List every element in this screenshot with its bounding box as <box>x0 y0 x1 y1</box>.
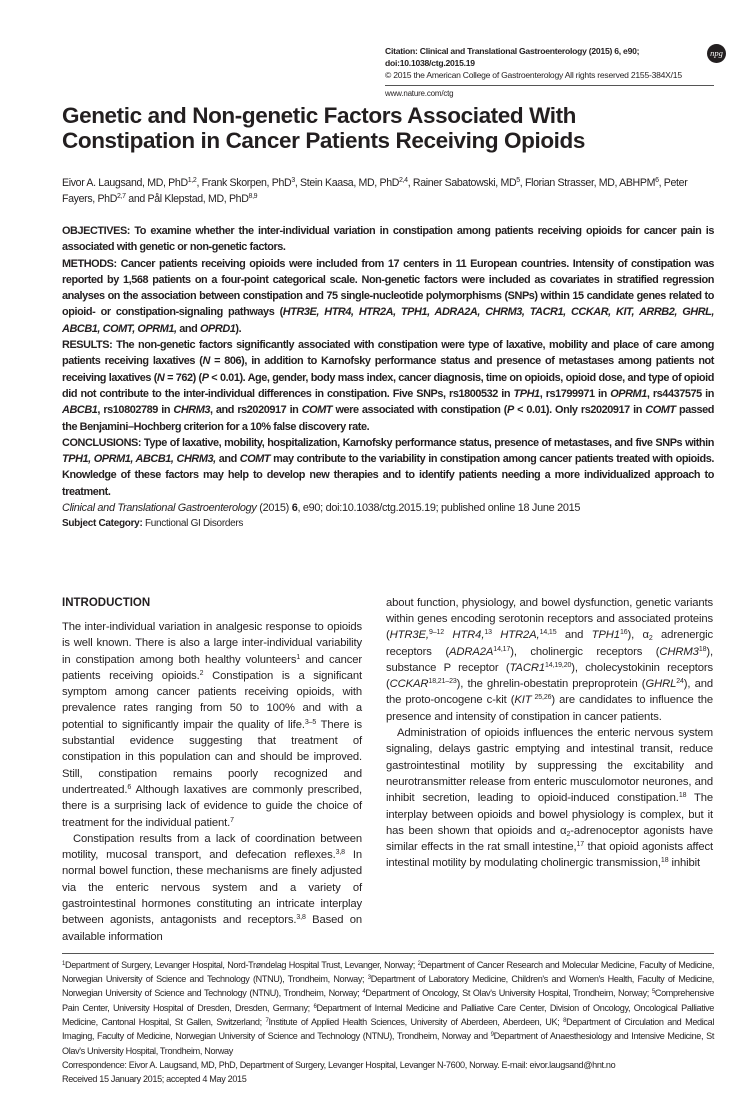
text-run: 6 <box>291 502 298 515</box>
italic-text: HTR2A, <box>500 629 540 642</box>
italic-text: TPH1, OPRM1, ABCB1, CHRM3, <box>62 453 216 466</box>
text-run: were associated with constipation ( <box>332 404 507 417</box>
right-column <box>386 595 713 872</box>
text-run: = 806), in addition to Karnofsky performance status and presence of metastases among patients not receiving laxatives ( <box>62 355 714 384</box>
text-run: ), and the proto-oncogene c-kit ( <box>386 678 713 707</box>
text-run: < 0.01). Age, gender, body mass index, cancer diagnosis, time on opioids, opioid dose, and type of opioid did not contribute to the inter-individual differences in constipation. Five SNPs, rs1800532 in <box>62 371 714 400</box>
text-run: Department of Cancer Research and Molecular Medicine, Faculty of Medicine, Norwegian University of Science and Technology (NTNU), Trondheim, Norway; <box>62 959 714 985</box>
left-column <box>62 595 362 945</box>
journal-url[interactable]: www.nature.com/ctg <box>385 89 454 98</box>
text-run: METHODS: Cancer patients receiving opioids were included from 17 centers in 11 European countries. Intensity of constipation was reported by 1,568 patients on a four-point categorical scale. Non-genetic factors were included as covariates in stratified regression analyses on the association between constipation and 75 single-nucleotide polymorphisms (SNPs) within 15 candidate genes related to opioid- or constipation-signaling pathways ( <box>62 257 714 319</box>
reference-superscript: 18 <box>698 645 707 653</box>
italic-text: OPRM1 <box>610 387 647 400</box>
reference-superscript: 2,4 <box>399 177 408 184</box>
text-run: about function, physiology, and bowel dysfunction, genetic variants within genes encoding serotonin receptors and associated proteins ( <box>386 596 713 642</box>
text-run: = 762) ( <box>164 371 202 384</box>
reference-superscript: 24 <box>676 678 684 686</box>
reference-superscript: 8,9 <box>248 193 258 200</box>
text-run: , and rs2020917 in <box>210 404 302 417</box>
italic-text: OPRD1 <box>199 322 236 335</box>
subject-value[interactable]: Functional GI Disorders <box>142 518 244 530</box>
abstract-sections <box>62 223 714 500</box>
reference-superscript: 1 <box>296 653 301 661</box>
text-run: Eivor A. Laugsand, MD, PhD <box>62 177 188 189</box>
text-run: Institute of Applied Health Sciences, University of Aberdeen, Aberdeen, UK; <box>268 1017 564 1028</box>
footnotes <box>62 953 714 1087</box>
text-run: Department of Oncology, St Olav's University Hospital, Trondheim, Norway; <box>365 988 652 999</box>
italic-text: ADRA2A <box>449 645 494 658</box>
reference-superscript: 3–5 <box>304 718 317 726</box>
reference-superscript: 14,19,20 <box>544 661 572 669</box>
italic-text: GHRL <box>645 678 677 691</box>
text-run: Based on available information <box>62 914 362 943</box>
paragraph <box>62 435 714 500</box>
text-run: ), the ghrelin-obestatin preproprotein ( <box>456 678 646 691</box>
text-run: OBJECTIVES: To examine whether the inter-individual variation in constipation among patients receiving opioids for cancer pain is associated with genetic or non-genetic factors. <box>62 225 714 254</box>
text-run: and Pål Klepstad, MD, PhD <box>125 193 249 205</box>
text-run: 2 <box>566 830 571 838</box>
logo-text: npg <box>710 48 723 58</box>
reference-superscript: 2,7 <box>117 193 126 200</box>
reference-superscript: 3,8 <box>296 914 306 922</box>
reference-superscript: 14,15 <box>539 629 557 637</box>
citation-line: Citation: Clinical and Translational Gastroenterology (2015) 6, e90; doi:10.1038/ctg.2015.19 <box>385 46 640 68</box>
text-run: Constipation is a significant symptom among cancer patients receiving opioids, with prevalence rates ranging from 50 to 100% and with a potential to significantly impair the quality of life. <box>62 669 362 731</box>
reference-superscript: 18 <box>660 857 669 865</box>
text-run: < 0.01). Only rs2020917 in <box>513 404 646 417</box>
italic-text: CCKAR <box>389 678 429 691</box>
italic-text: HTR4, <box>452 629 485 642</box>
text-run: , e90; doi:10.1038/ctg.2015.19; published online 18 June 2015 <box>297 502 581 515</box>
text-run: that opioid agonists affect intestinal motility by modulating cholinergic transmission, <box>386 841 713 870</box>
text-run: may contribute to the variability in constipation among cancer patients treated with opioids. Knowledge of these factors may help to develop new therapies and to identify patients needing a more individualized approach to treatment. <box>62 453 714 498</box>
italic-text: COMT <box>239 453 271 466</box>
text-run: Although laxatives are commonly prescribed, there is a surprising lack of evidence to guide the choice of treatment for the individual patient. <box>62 783 362 829</box>
text-run: Department of Internal Medicine and Palliative Care Center, Division of Oncology, Oncological Palliative Medicine, Cantonal Hospital, St Gallen, Switzerland; <box>62 1002 714 1028</box>
text-run: Correspondence: Eivor A. Laugsand, MD, PhD, Department of Surgery, Levanger Hospital, Levanger N-7600, Norway. E-mail: eivor.laugsand@hnt.no <box>62 1059 616 1070</box>
reference-superscript: 8 <box>563 1018 567 1025</box>
paragraph <box>386 725 713 872</box>
text-run: inhibit <box>668 857 701 870</box>
italic-text: COMT <box>645 404 676 417</box>
italic-text: CHRM3 <box>173 404 210 417</box>
text-run: Comprehensive Pain Center, University Hospital of Dresden, Dresden, Germany; <box>62 988 714 1013</box>
text-run: RESULTS: The non-genetic factors significantly associated with constipation were type of laxative, mobility and place of care among patients receiving laxatives ( <box>62 339 714 368</box>
reference-superscript: 2 <box>199 669 204 677</box>
text-run: ) are candidates to influence the presence and intensity of constipation in cancer patients. <box>386 694 713 723</box>
text-run: , Peter Fayers, PhD <box>62 177 688 205</box>
text-run: , Florian Strasser, MD, ABHPM <box>519 177 656 189</box>
reference-superscript: 17 <box>576 841 585 849</box>
text-run: CONCLUSIONS: Type of laxative, mobility, hospitalization, Karnofsky performance status, presence of metastases, and five SNPs within <box>62 436 714 449</box>
npg-logo <box>707 44 726 63</box>
text-run: and cancer patients receiving opioids. <box>62 653 362 682</box>
reference-superscript: 13 <box>484 629 492 637</box>
text-run: In normal bowel function, these mechanisms are finely adjusted via the enteric nervous system and a variety of gastrointestinal hormones constituting an intricate interplay between agonists, antagonists and receptors. <box>62 849 362 927</box>
reference-superscript: 2 <box>417 960 421 967</box>
reference-superscript: 7 <box>265 1018 269 1025</box>
text-run: Administration of opioids influences the enteric nervous system signaling, delays gastric emptying and intestinal transit, reduce gastrointestinal motility by suppressing the excitability and neurotransmitter release from enteric musculomotor neurones, and inhibit secretion, leading to opioid-induced constipation. <box>386 727 713 805</box>
reference-superscript: 18 <box>678 792 687 800</box>
text-run: There is substantial evidence suggesting that treatment of constipation in this population can and should be improved. Still, constipation remains poorly recognized and undertreated. <box>62 718 362 796</box>
text-run: passed the Benjamini–Hochberg criterion for a 10% false discovery rate. <box>62 404 714 433</box>
italic-text: P <box>506 404 514 417</box>
section-heading-introduction: INTRODUCTION <box>62 596 151 609</box>
text-run: and <box>176 322 200 335</box>
text-run: Constipation results from a lack of coordination between motility, mucosal transport, and defecation reflexes. <box>62 832 362 862</box>
citation-header <box>385 45 723 86</box>
reference-superscript: 3 <box>367 975 371 982</box>
paragraph <box>62 256 714 337</box>
text-run: , Rainer Sabatowski, MD <box>407 177 517 189</box>
reference-superscript: 14,17 <box>493 645 511 653</box>
text-run: -adrenoceptor agonists have similar effects in the rat small intestine, <box>386 824 713 854</box>
subject-label: Subject Category: <box>62 518 143 530</box>
reference-superscript: 7 <box>230 816 234 824</box>
text-run: adrenergic receptors ( <box>386 629 714 658</box>
reference-superscript: 9–12 <box>428 629 445 637</box>
italic-text: CHRM3 <box>659 645 699 658</box>
text-run: The inter-individual variation in analgesic response to opioids is well known. There is also a large inter-individual variability in constipation among both healthy volunteers <box>62 620 362 666</box>
text-run: ), cholinergic receptors ( <box>510 645 660 658</box>
italic-text: HTR3E, <box>389 629 429 642</box>
journal-reference <box>62 500 714 516</box>
paragraph <box>62 1058 714 1072</box>
text-run: Department of Anaesthesiology and Intensive Medicine, St Olav's University Hospital, Trondheim, Norway <box>62 1031 715 1056</box>
text-run: Received 15 January 2015; accepted 4 May 2015 <box>62 1074 247 1085</box>
paragraph <box>62 223 714 256</box>
text-run: 2 <box>648 635 653 643</box>
italic-text: N <box>156 371 165 384</box>
italic-text: HTR3E, HTR4, HTR2A, TPH1, ADRA2A, CHRM3, TACR1, CCKAR, KIT, ARRB2, GHRL, ABCB1, COMT, OPRM1, <box>62 306 714 335</box>
text-run: , rs1799971 in <box>539 387 611 400</box>
paragraph <box>62 619 362 831</box>
reference-superscript: 3 <box>291 177 295 184</box>
reference-superscript: 9 <box>490 1032 494 1039</box>
reference-superscript: 1,2 <box>187 177 197 184</box>
text-run: and <box>215 453 240 466</box>
left-column-body <box>62 619 362 945</box>
italic-text: COMT <box>301 404 333 417</box>
text-run: The interplay between opioids and bowel physiology is complex, but it has been shown that opioids and α <box>386 792 713 837</box>
reference-superscript: 18,21–23 <box>428 678 457 686</box>
paragraph <box>62 1072 714 1086</box>
reference-superscript: 6 <box>655 177 659 184</box>
italic-text: N <box>202 355 210 368</box>
reference-superscript: 1 <box>62 960 65 967</box>
paragraph <box>62 337 714 435</box>
text-run: Department of Surgery, Levanger Hospital, Nord-Trøndelag Hospital Trust, Levanger, Norway; <box>65 959 418 970</box>
copyright-line: © 2015 the American College of Gastroenterology All rights reserved 2155-384X/15 <box>385 70 682 80</box>
article-title: Genetic and Non-genetic Factors Associated With Constipation in Cancer Patients Receiving Opioids <box>62 103 585 153</box>
reference-superscript: 4 <box>362 989 366 996</box>
text-run <box>492 629 500 641</box>
text-run: ), substance P receptor ( <box>386 645 713 674</box>
reference-superscript: 5 <box>516 177 520 184</box>
paragraph <box>62 831 362 945</box>
reference-superscript: 6 <box>127 783 132 791</box>
reference-superscript: 3,8 <box>335 849 345 857</box>
text-run: , rs10802789 in <box>97 404 174 417</box>
italic-text: Clinical and Translational Gastroenterology <box>62 502 257 515</box>
citation-block <box>385 45 685 81</box>
paragraph <box>62 958 714 1058</box>
italic-text: TACR1 <box>509 661 545 674</box>
abstract <box>62 223 714 533</box>
text-run: , Frank Skorpen, PhD <box>196 177 292 189</box>
text-run: ), cholecystokinin receptors ( <box>386 661 713 691</box>
text-run: Department of Laboratory Medicine, Children's and Women's Health, Faculty of Medicine, Norwegian University of Science and Technology (NTNU), Trondheim, Norway; <box>62 974 714 999</box>
text-run: ), α <box>627 629 649 642</box>
text-run: , Stein Kaasa, MD, PhD <box>294 177 400 189</box>
italic-text: P <box>201 371 209 384</box>
body-columns <box>62 595 714 945</box>
author-list <box>62 175 714 207</box>
text-run: Department of Circulation and Medical Imaging, Faculty of Medicine, Norwegian University of Science and Technology (NTNU), Trondheim, Norway and <box>62 1017 714 1042</box>
text-run: , rs4437575 in <box>646 387 714 400</box>
reference-superscript: 25,26 <box>531 694 552 702</box>
text-run: and <box>556 629 592 642</box>
paragraph <box>62 175 714 207</box>
italic-text: TPH1 <box>591 629 620 642</box>
text-run: (2015) <box>256 502 292 515</box>
subject-category <box>62 516 714 532</box>
text-run: ). <box>235 322 242 335</box>
reference-superscript: 6 <box>313 1003 317 1010</box>
paragraph <box>386 595 713 725</box>
italic-text: KIT <box>514 694 532 707</box>
reference-superscript: 5 <box>651 989 655 996</box>
italic-text: TPH1 <box>513 387 540 400</box>
italic-text: ABCB1 <box>62 404 98 417</box>
reference-superscript: 16 <box>619 629 628 637</box>
